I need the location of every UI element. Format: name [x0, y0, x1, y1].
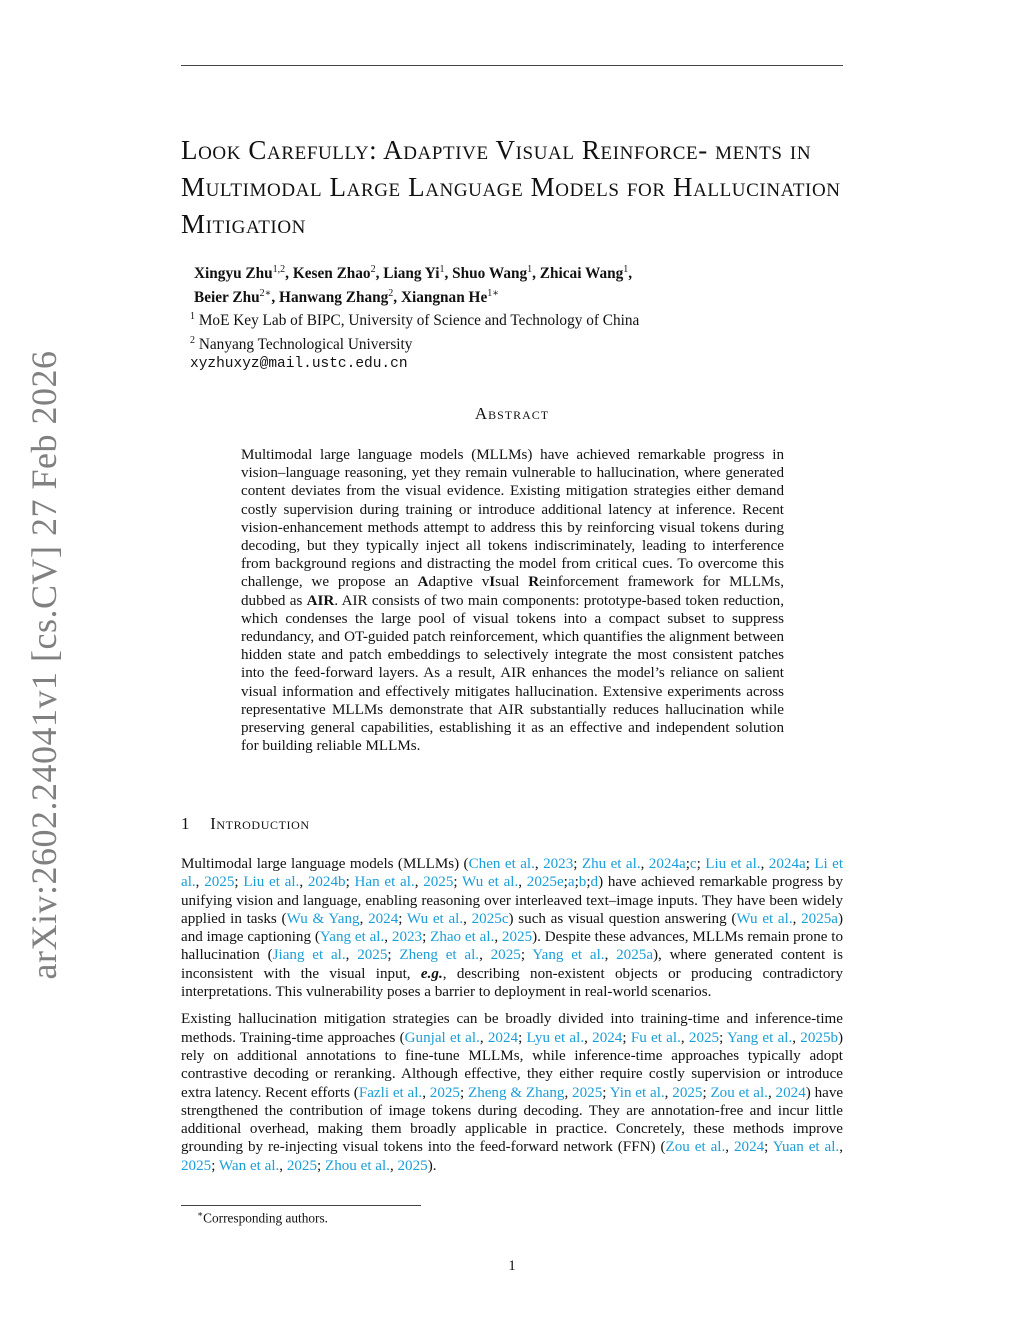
- author-affiliation-mark: 1,2: [272, 264, 286, 275]
- citation-link[interactable]: 2023: [391, 929, 423, 946]
- citation-link[interactable]: 2025: [572, 1084, 603, 1101]
- author-affiliation-mark: 1: [439, 264, 445, 275]
- citation-link[interactable]: Fazli et al.: [358, 1084, 423, 1101]
- citation-link[interactable]: 2025: [204, 874, 235, 891]
- citation-link[interactable]: 2025a: [801, 910, 838, 927]
- author-block: [190, 260, 830, 375]
- citation-link[interactable]: 2025b: [800, 1029, 839, 1046]
- citation-link[interactable]: Fu et al.: [630, 1029, 681, 1046]
- citation-link[interactable]: 2025: [423, 874, 454, 891]
- author-email[interactable]: xyzhuxyz@mail.ustc.edu.cn: [190, 356, 408, 373]
- author-name: Zhicai Wang: [539, 265, 624, 283]
- top-rule: [181, 65, 843, 66]
- paper-title: Look Carefully: Adaptive Visual Reinforce- ments in Multimodal Large Language Models for Hallucination Mitigation: [181, 135, 841, 239]
- citation-link[interactable]: 2025: [429, 1084, 460, 1101]
- author-affiliation-mark: 2: [370, 264, 376, 275]
- citation-link[interactable]: 2024: [592, 1029, 623, 1046]
- citation-link[interactable]: 2025: [672, 1084, 703, 1101]
- citation-link[interactable]: 2025: [490, 947, 521, 964]
- citation-link[interactable]: Zhu et al.: [581, 856, 641, 872]
- citation-link[interactable]: 2025: [688, 1029, 720, 1046]
- affiliation-1: $^1$ MoE Key Lab of BIPC, University of Science and Technology of China: [190, 311, 640, 330]
- citation-link[interactable]: Lyu et al.: [526, 1029, 585, 1046]
- citation-link[interactable]: Wu & Yang: [286, 910, 360, 927]
- abstract-text: Multimodal large language models (MLLMs) have achieved remarkable progress in vision–language reasoning, yet they remain vulnerable to hallucination, where generated content deviates from the visual evidence. Existing mitigation strategies either demand costly supervision during training or introduce additional latency at inference. Recent vision-enhancement methods attempt to address this by reinforcing visual tokens during decoding, but they typically inject all tokens indiscriminately, leading to interference from background regions and distracting the model from critical cues. To overcome this challenge, we propose an Adaptive vIsual Reinforcement framework for MLLMs, dubbed as AIR. AIR consists of two main components: prototype-based token reduction, which condenses the large pool of visual tokens into a compact subset to suppress redundancy, and OT-guided patch reinforcement, which quantifies the alignment between hidden state and patch embeddings to selectively integrate the most consistent patches into the feed-forward layers. As a result, AIR enhances the model’s reliance on salient visual information and effectively mitigates hallucination. Extensive experiments across representative MLLMs demonstrate that AIR substantially reduces hallucination while preserving general capabilities, establishing it as an effective and independent solution for building reliable MLLMs.: [241, 447, 785, 755]
- affiliation-2: $^2$ Nanyang Technological University: [190, 334, 413, 353]
- citation-link[interactable]: Zheng & Zhang: [467, 1084, 565, 1101]
- citation-link[interactable]: 2024a: [768, 856, 806, 872]
- citation-link[interactable]: 2025e: [526, 874, 564, 891]
- author-affiliation-mark: 2: [388, 287, 394, 299]
- citation-link[interactable]: 2025: [397, 1157, 428, 1174]
- citation-link[interactable]: Wu et al.: [406, 910, 464, 927]
- citation-link[interactable]: 2024: [487, 1029, 519, 1046]
- intro-paragraph-1: Multimodal large language models (MLLMs) (Chen et al., 2023; Zhu et al., 2024a;c; Liu et al., 2024a; Li et al., 2025; Liu et al., 2024b; Han et al., 2025; Wu et al., 2025e;a;b;d) have achieved remarkable progress by unifying vision and language, enabling reasoning over interleaved text–image inputs. They have been widely applied in tasks (Wu & Yang, 2024; Wu et al., 2025c) such as visual question answering (Wu et al., 2025a) and image captioning (Yang et al., 2023; Zhao et al., 2025). Despite these advances, MLLMs remain prone to hallucination (Jiang et al., 2025; Zheng et al., 2025; Yang et al., 2025a), where generated content is inconsistent with the visual input, e.g., describing non-existent objects or producing contradictory interpretations. This vulnerability poses a barrier to deployment in real-world scenarios.: [181, 856, 844, 1001]
- citation-link[interactable]: Zou et al.: [665, 1139, 726, 1156]
- citation-link[interactable]: Yang et al.: [319, 929, 385, 946]
- citation-link[interactable]: Zou et al.: [710, 1084, 768, 1101]
- citation-link[interactable]: 2025: [501, 929, 533, 946]
- author-affiliation-mark: 1: [623, 264, 629, 275]
- author-name: Xingyu Zhu: [194, 265, 273, 283]
- citation-link[interactable]: 2023: [543, 856, 574, 872]
- footnote-rule: [181, 1205, 421, 1206]
- citation-link[interactable]: Yang et al.: [532, 947, 605, 964]
- citation-link[interactable]: b: [578, 874, 587, 891]
- citation-link[interactable]: 2024: [775, 1084, 806, 1101]
- citation-link[interactable]: 2025c: [471, 910, 509, 927]
- citation-link[interactable]: c: [689, 856, 697, 872]
- citation-link[interactable]: Zheng et al.: [399, 947, 480, 964]
- citation-link[interactable]: Wan et al.: [218, 1157, 280, 1174]
- section-heading-introduction: 1 Introduction: [181, 814, 310, 833]
- footnote: ∗Corresponding authors.: [197, 1209, 328, 1226]
- arxiv-side-stamp: arXiv:2602.24041v1 [cs.CV] 27 Feb 2026: [24, 350, 64, 980]
- italic-text: e.g.: [420, 965, 443, 982]
- introduction-body: [181, 855, 843, 1184]
- citation-link[interactable]: 2025a: [616, 947, 654, 964]
- intro-paragraph-2: Existing hallucination mitigation strategies can be broadly divided into training-time and inference-time methods. Training-time approaches (Gunjal et al., 2024; Lyu et al., 2024; Fu et al., 2025; Yang et al., 2025b) rely on additional annotations to fine-tune MLLMs, while inference-time approaches typically adopt contrastive decoding or reranking. Although effective, they either require costly supervision or introduce extra latency. Recent efforts (Fazli et al., 2025; Zheng & Zhang, 2025; Yin et al., 2025; Zou et al., 2024) have strengthened the contribution of image tokens during decoding. They are annotation-free and incur little additional overhead, making them broadly applicable in practice. Concretely, these methods improve grounding by re-injecting visual tokens into the feed-forward network (FFN) (Zou et al., 2024; Yuan et al., 2025; Wan et al., 2025; Zhou et al., 2025).: [181, 1011, 844, 1174]
- citation-link[interactable]: 2025: [357, 947, 388, 964]
- author-name: Kesen Zhao: [292, 265, 371, 283]
- author-name: Xiangnan He: [400, 288, 488, 306]
- citation-link[interactable]: 2024a: [648, 856, 686, 872]
- author-list: Xingyu Zhu$^{1,2}$, Kesen Zhao$^2$, Liang Yi$^1$, Shuo Wang$^1$, Zhicai Wang$^1$, Beier Zhu$^{2∗}$, Hanwang Zhang$^2$, Xiangnan $He^{1∗}$: [194, 264, 633, 306]
- citation-link[interactable]: Liu et al.: [243, 874, 300, 891]
- citation-link[interactable]: Chen et al.: [468, 856, 535, 872]
- citation-link[interactable]: Han et al.: [354, 874, 415, 891]
- abstract-heading: Abstract: [474, 404, 550, 423]
- citation-link[interactable]: a: [567, 874, 575, 891]
- citation-link[interactable]: Yuan et al.: [772, 1139, 840, 1156]
- author-name: Beier Zhu: [194, 288, 260, 306]
- citation-link[interactable]: d: [590, 874, 599, 891]
- author-affiliation-mark: 2∗: [259, 287, 272, 299]
- citation-link[interactable]: 2025: [181, 1157, 212, 1174]
- citation-link[interactable]: Zhao et al.: [430, 929, 495, 946]
- citation-link[interactable]: Liu et al.: [705, 856, 761, 872]
- citation-link[interactable]: Wu et al.: [462, 874, 519, 891]
- citation-link[interactable]: Yin et al.: [609, 1084, 665, 1101]
- citation-link[interactable]: 2024: [733, 1139, 765, 1156]
- author-name: Liang Yi: [383, 265, 440, 283]
- citation-link[interactable]: Wu et al.: [736, 910, 793, 927]
- author-affiliation-mark: 1: [527, 264, 533, 275]
- citation-link[interactable]: Yang et al.: [726, 1029, 793, 1046]
- author-affiliation-mark: 1∗: [487, 287, 500, 299]
- citation-link[interactable]: Zhou et al.: [324, 1157, 390, 1174]
- citation-link[interactable]: Gunjal et al.: [404, 1029, 480, 1046]
- citation-link[interactable]: 2024: [368, 910, 399, 927]
- page-number: 1: [508, 1258, 516, 1274]
- citation-link[interactable]: 2025: [286, 1157, 318, 1174]
- citation-link[interactable]: Li et al.: [181, 856, 844, 891]
- citation-link[interactable]: 2024b: [307, 874, 346, 891]
- citation-link[interactable]: Jiang et al.: [272, 947, 346, 964]
- author-name: Hanwang Zhang: [279, 288, 389, 306]
- author-name: Shuo Wang: [452, 265, 528, 283]
